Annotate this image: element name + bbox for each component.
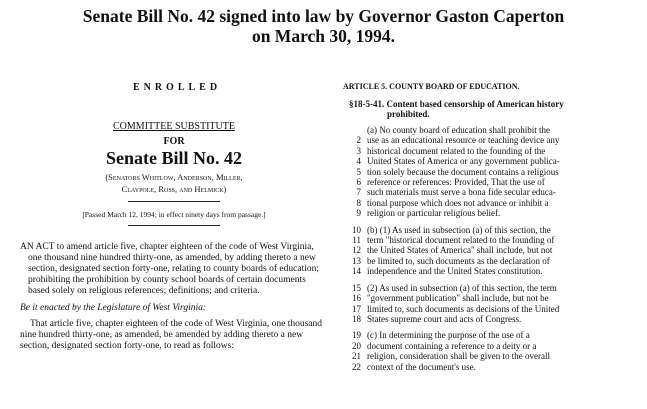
section-paragraph: [343, 125, 627, 219]
numbered-line: [343, 208, 627, 218]
committee-substitute-label: COMMITTEE SUBSTITUTE: [113, 121, 235, 132]
section-heading-line-1: §18-5-41. Content based censorship of American history: [349, 99, 564, 109]
divider: [128, 201, 220, 202]
numbered-line: [343, 351, 627, 361]
line-text: such materials must serve a bona fide secular educa-: [367, 187, 556, 198]
header-line-1: Senate Bill No. 42 signed into law by Governor Gaston Caperton: [82, 6, 565, 26]
right-column: [343, 82, 627, 372]
line-number: 8: [356, 197, 361, 208]
sponsors: [20, 171, 328, 195]
numbered-line: [343, 256, 627, 266]
numbered-line: [343, 177, 627, 187]
act-paragraph: AN ACT to amend article five, chapter eighteen of the code of West Virginia, one thousand nine hundred thirty-one, as amended, by adding thereto a new section, designated section forty-one, relating to county boards of education; prohibiting the prohibition by county school boards of certain documents based solely on religious references; definitions; and criteria.: [20, 242, 319, 296]
line-number: [343, 125, 367, 135]
line-number: 17: [352, 303, 361, 314]
line-text: be limited to, such documents as the declaration of: [367, 255, 550, 266]
section-heading: [343, 99, 627, 119]
numbered-line: [343, 235, 627, 245]
line-text: (b) (1) As used in subsection (a) of this section, the: [367, 224, 551, 235]
line-number: 3: [356, 145, 361, 156]
header-line-2: on March 30, 1994.: [251, 26, 396, 46]
line-number: 4: [356, 156, 361, 167]
line-number: 15: [352, 282, 361, 293]
line-number: 22: [352, 361, 361, 372]
numbered-line: [343, 293, 627, 303]
document-header: [0, 6, 647, 46]
line-text: (a) No county board of education shall prohibit the: [367, 125, 550, 135]
line-text: States supreme court and acts of Congress.: [367, 313, 522, 324]
line-text: use as an educational resource or teaching device any: [367, 135, 560, 146]
line-number: 5: [356, 166, 361, 177]
numbered-line: [343, 146, 627, 156]
numbered-line: [343, 314, 627, 324]
line-number: 13: [352, 255, 361, 266]
line-number: 16: [352, 293, 361, 304]
line-text: tional purpose which does not advance or inhibit a: [367, 197, 549, 208]
line-text: "government publication" shall include, but not be: [367, 293, 549, 304]
line-text: limited to, such documents as decisions of the United: [367, 303, 560, 314]
amendment-paragraph: That article five, chapter eighteen of the code of West Virginia, one thousand nine hundred thirty-one, as amended, be amended by adding thereto a new section, designated section forty-one, to read as follows:: [20, 319, 323, 351]
line-number: 9: [356, 208, 361, 219]
section-paragraph: [343, 283, 627, 325]
sponsors-line-1: (Senators Whitlow, Anderson, Miller,: [105, 172, 243, 182]
line-number: 2: [356, 135, 361, 146]
bill-title: Senate Bill No. 42: [105, 148, 242, 168]
line-number: 19: [352, 330, 361, 341]
numbered-line: [343, 266, 627, 276]
line-text: the United States of America" shall include, but not: [367, 245, 553, 256]
article-heading: ARTICLE 5. COUNTY BOARD OF EDUCATION.: [343, 82, 520, 91]
line-text: United States of America or any government publica-: [367, 156, 560, 167]
line-text: religion, consideration shall be given to the overall: [367, 351, 550, 362]
numbered-line: [343, 245, 627, 255]
numbered-line: [343, 167, 627, 177]
numbered-line: [343, 362, 627, 372]
line-text: religion or particular religious belief.: [367, 208, 501, 219]
numbered-line: [343, 135, 627, 145]
section-heading-line-2: prohibited.: [387, 109, 430, 119]
section-paragraph: [343, 225, 627, 277]
enacting-clause: Be it enacted by the Legislature of West Virginia:: [20, 303, 207, 313]
numbered-line: [343, 198, 627, 208]
line-text: (2) As used in subsection (a) of this section, the term: [367, 282, 557, 293]
line-number: 11: [352, 235, 361, 246]
numbered-line: [343, 330, 627, 340]
divider: [128, 225, 220, 226]
line-text: document containing a reference to a deity or a: [367, 340, 537, 351]
line-text: context of the document's use.: [367, 361, 476, 372]
left-column: [20, 82, 328, 352]
numbered-line: [343, 225, 627, 235]
line-text: reference or references: Provided, That the use of: [367, 177, 545, 188]
numbered-line: [343, 187, 627, 197]
section-paragraph: [343, 330, 627, 372]
line-number: 18: [352, 313, 361, 324]
enrolled-label: ENROLLED: [132, 82, 222, 93]
line-text: tion solely because the document contains a religious: [367, 166, 559, 177]
line-text: historical document related to the founding of the: [367, 145, 546, 156]
numbered-line: [343, 125, 627, 135]
line-number: 21: [352, 351, 361, 362]
line-number: 10: [352, 224, 361, 235]
section-body: [343, 125, 627, 372]
numbered-line: [343, 341, 627, 351]
line-text: (c) In determining the purpose of the use of a: [367, 330, 530, 341]
line-number: 6: [356, 177, 361, 188]
for-label: FOR: [163, 136, 185, 147]
sponsors-line-2: Claypole, Ross, and Helmick): [121, 184, 227, 194]
numbered-line: [343, 156, 627, 166]
line-number: 12: [352, 245, 361, 256]
numbered-line: [343, 304, 627, 314]
line-text: independence and the United States constitution.: [367, 266, 543, 277]
line-number: 20: [352, 340, 361, 351]
line-number: 14: [352, 266, 361, 277]
passed-note: [Passed March 12, 1994; in effect ninety days from passage.]: [82, 210, 266, 219]
line-number: 7: [356, 187, 361, 198]
line-text: term "historical document related to the founding of: [367, 235, 555, 246]
numbered-line: [343, 283, 627, 293]
